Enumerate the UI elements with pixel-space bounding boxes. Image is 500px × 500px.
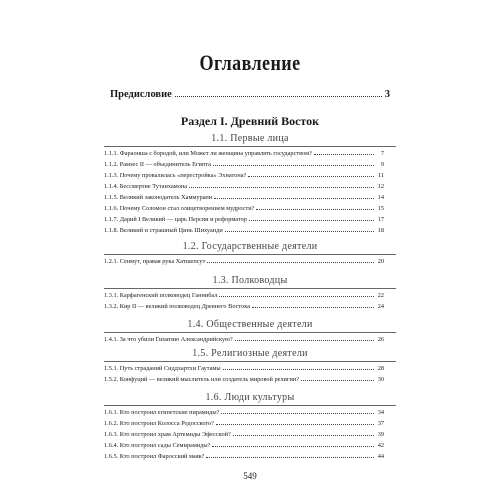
section-heading: Раздел I. Древний Восток <box>180 114 320 128</box>
leader-dots <box>252 306 374 308</box>
toc-entry[interactable] <box>104 193 384 202</box>
leader-dots <box>207 261 374 263</box>
toc-entry[interactable] <box>104 215 384 224</box>
toc-entry[interactable] <box>104 408 384 417</box>
chapter-heading: 1.6. Люди культуры <box>205 392 295 403</box>
leader-dots <box>206 456 374 458</box>
chapter-heading: 1.2. Государственные деятели <box>182 241 318 252</box>
toc-entry-page: 22 <box>377 292 384 299</box>
toc-entry-text: 1.5.2. Конфуций — великий мыслитель или создатель мировой религии? <box>104 376 300 383</box>
chapter-rule <box>104 405 396 406</box>
chapter-rule <box>104 146 396 147</box>
preface-entry[interactable] <box>110 89 390 100</box>
toc-entry[interactable] <box>104 204 384 213</box>
toc-entry-text: 1.1.7. Дарий I Великий — царь Персии и реформатор <box>104 216 247 223</box>
toc-entry-text: 1.1.4. Бессмертие Тутанхамона <box>104 183 188 190</box>
toc-entry-text: 1.6.1. Кто построил египетские пирамиды? <box>104 409 220 416</box>
leader-dots <box>213 164 374 166</box>
leader-dots <box>249 219 374 221</box>
toc-entry-text: 1.1.6. Почему Соломон стал олицетворением мудрости? <box>104 205 255 212</box>
page-number: 549 <box>243 471 257 481</box>
toc-entry-text: 1.1.5. Великий законодатель Хаммурапи <box>104 194 213 201</box>
toc-entry-page: 9 <box>380 161 384 168</box>
leader-dots <box>212 445 374 447</box>
leader-dots <box>175 95 382 97</box>
toc-entry[interactable] <box>104 226 384 235</box>
chapter-heading: 1.3. Полководцы <box>212 275 288 286</box>
toc-entry-page: 30 <box>377 376 384 383</box>
preface-page: 3 <box>384 89 390 100</box>
toc-entry-text: 1.6.2. Кто построил Колосса Родосского? <box>104 420 214 427</box>
toc-entry-page: 24 <box>377 303 384 310</box>
chapter-heading: 1.1. Первые лица <box>211 133 289 144</box>
toc-entry-text: 1.5.1. Путь страданий Сиддхартхи Гаутамы <box>104 365 221 372</box>
toc-entry-page: 37 <box>377 420 384 427</box>
leader-dots <box>223 368 374 370</box>
toc-entry[interactable] <box>104 182 384 191</box>
toc-entry-text: 1.1.8. Великий и страшный Цинь Шихуанди <box>104 227 223 234</box>
leader-dots <box>256 208 374 210</box>
chapter-heading: 1.4. Общественные деятели <box>187 319 313 330</box>
leader-dots <box>225 230 374 232</box>
leader-dots <box>219 295 374 297</box>
toc-entry[interactable] <box>104 171 384 180</box>
toc-entry[interactable] <box>104 430 384 439</box>
toc-entry-text: 1.6.4. Кто построил сады Семирамиды? <box>104 442 211 449</box>
toc-entry-page: 7 <box>380 150 384 157</box>
toc-entry-text: 1.3.2. Кир II — великий полководец Древнего Востока <box>104 303 250 310</box>
page-title: Оглавление <box>199 50 301 75</box>
toc-entry-text: 1.3.1. Карфагенский полководец Ганнибал <box>104 292 218 299</box>
toc-entry[interactable] <box>104 302 384 311</box>
leader-dots <box>214 197 374 199</box>
toc-entry-page: 28 <box>377 365 384 372</box>
leader-dots <box>301 379 374 381</box>
toc-entry[interactable] <box>104 335 384 344</box>
toc-entry[interactable] <box>104 375 384 384</box>
leader-dots <box>235 339 374 341</box>
toc-entry-page: 12 <box>377 183 384 190</box>
chapter-heading: 1.5. Религиозные деятели <box>192 348 308 359</box>
leader-dots <box>233 434 374 436</box>
toc-entry[interactable] <box>104 291 384 300</box>
toc-entry-text: 1.6.5. Кто построил Фаросский маяк? <box>104 453 205 460</box>
toc-entry-page: 39 <box>377 431 384 438</box>
chapter-rule <box>104 361 396 362</box>
toc-entry-page: 15 <box>377 205 384 212</box>
toc-entry[interactable] <box>104 452 384 461</box>
leader-dots <box>189 186 374 188</box>
leader-dots <box>314 153 374 155</box>
toc-entry-text: 1.1.3. Почему провалилась «перестройка» Эхнатона? <box>104 172 247 179</box>
toc-entry-page: 20 <box>377 258 384 265</box>
chapter-rule <box>104 332 396 333</box>
toc-entry-page: 44 <box>377 453 384 460</box>
toc-entry[interactable] <box>104 364 384 373</box>
leader-dots <box>221 412 374 414</box>
toc-entry-page: 14 <box>377 194 384 201</box>
toc-entry-page: 11 <box>377 172 384 179</box>
toc-entry-page: 26 <box>377 336 384 343</box>
toc-entry[interactable] <box>104 441 384 450</box>
preface-label: Предисловие <box>110 89 172 100</box>
toc-entry-page: 17 <box>377 216 384 223</box>
toc-entry[interactable] <box>104 160 384 169</box>
toc-entry[interactable] <box>104 419 384 428</box>
chapter-rule <box>104 288 396 289</box>
leader-dots <box>248 175 374 177</box>
chapter-rule <box>104 254 396 255</box>
toc-entry-page: 18 <box>377 227 384 234</box>
toc-entry-text: 1.1.1. Фараонша с бородой, или Может ли женщина управлять государством? <box>104 150 312 157</box>
toc-entry-page: 34 <box>377 409 384 416</box>
toc-entry-text: 1.4.1. За что убили Гипатию Александрийскую? <box>104 336 233 343</box>
toc-entry[interactable] <box>104 149 384 158</box>
toc-entry-text: 1.2.1. Сенмут, правая рука Хатшепсут <box>104 258 206 265</box>
toc-entry-text: 1.1.2. Рамзес II — объединитель Египта <box>104 161 211 168</box>
toc-entry[interactable] <box>104 257 384 266</box>
toc-entry-page: 42 <box>377 442 384 449</box>
leader-dots <box>216 423 374 425</box>
toc-entry-text: 1.6.3. Кто построил храм Артемиды Эфесской? <box>104 431 231 438</box>
